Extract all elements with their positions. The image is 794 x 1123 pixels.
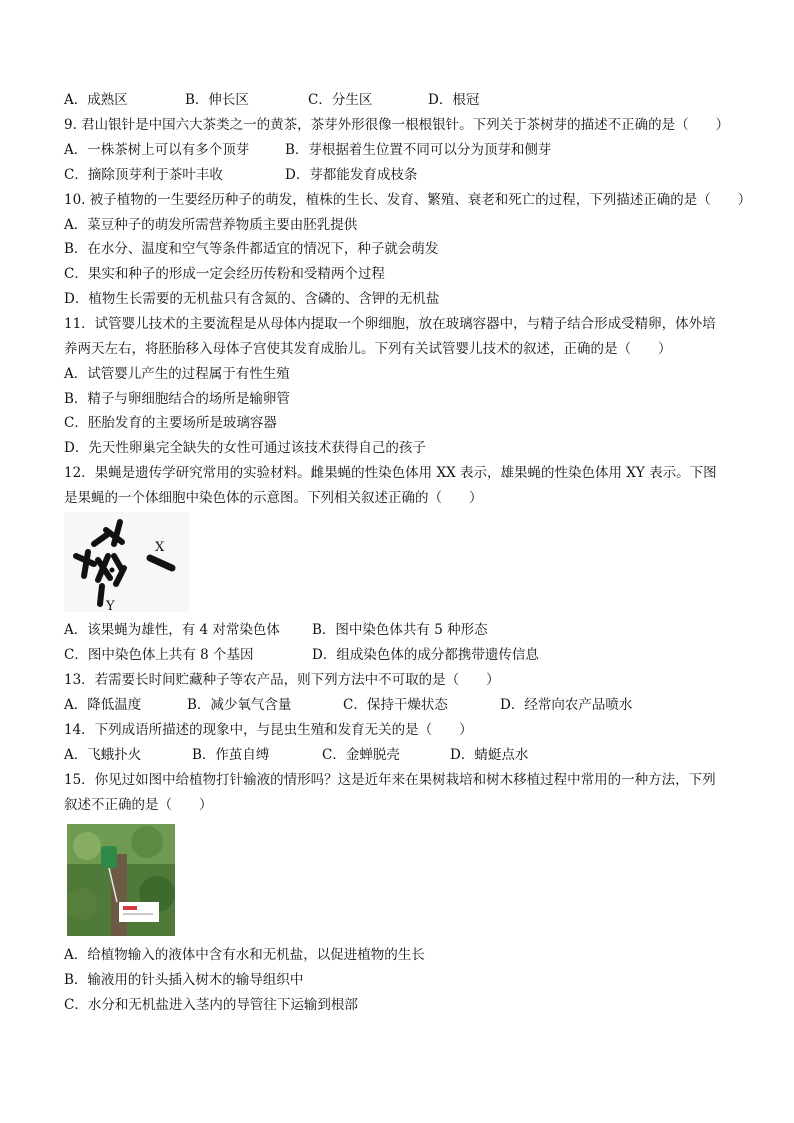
leaf-cluster-2 — [131, 826, 163, 858]
q12-stem-line2: 是果蝇的一个体细胞中染色体的示意图。下列相关叙述正确的（ ） — [64, 490, 483, 506]
q13-option-b: B．减少氧气含量 — [187, 697, 292, 713]
q10-option-d: D．植物生长需要的无机盐只有含氮的、含磷的、含钾的无机盐 — [64, 291, 440, 307]
q13-option-a: A．降低温度 — [64, 697, 142, 713]
q15-stem-line1: 15．你见过如图中给植物打针输液的情形吗？这是近年来在果树栽培和树木移植过程中常用的一种方法，下列 — [64, 772, 716, 788]
tree-tag — [119, 902, 159, 922]
leaf-cluster-1 — [73, 832, 101, 860]
dot-chromosome-2 — [110, 568, 115, 573]
chromosome-5 — [84, 552, 88, 576]
q13-option-d: D．经常向农产品喷水 — [500, 697, 633, 713]
q11-stem-line2: 养两天左右，将胚胎移入母体子宫使其发育成胎儿。下列有关试管婴儿技术的叙述，正确的是（ ） — [64, 341, 672, 357]
q11-option-c: C．胚胎发育的主要场所是玻璃容器 — [64, 415, 277, 431]
q14-option-b: B．作茧自缚 — [192, 747, 270, 763]
q10-option-c: C．果实和种子的形成一定会经历传粉和受精两个过程 — [64, 266, 385, 282]
q15-option-c: C．水分和无机盐进入茎内的导管往下运输到根部 — [64, 997, 358, 1013]
q11-option-b: B．精子与卵细胞结合的场所是输卵管 — [64, 391, 290, 407]
chromosome-figure — [64, 512, 189, 612]
q12-option-d: D．组成染色体的成分都携带遗传信息 — [312, 647, 539, 663]
q9-stem: 9. 君山银针是中国六大茶类之一的黄茶，茶芽外形很像一根根银针。下列关于茶树芽的描述不正确的是（ ） — [64, 117, 730, 133]
chromosome-diagram — [64, 512, 189, 612]
tag-red-mark — [123, 906, 137, 910]
q15-option-a: A．给植物输入的液体中含有水和无机盐，以促进植物的生长 — [64, 947, 425, 963]
q8-option-a: A．成熟区 — [64, 92, 128, 108]
q12-option-a: A．该果蝇为雄性，有 4 对常染色体 — [64, 622, 280, 638]
chromosome-y — [100, 586, 102, 604]
infusion-bag — [101, 846, 117, 868]
q15-option-b: B．输液用的针头插入树木的输导组织中 — [64, 972, 304, 988]
q8-option-c: C．分生区 — [308, 92, 373, 108]
tree-infusion-illustration — [67, 824, 175, 936]
q10-option-b: B．在水分、温度和空气等条件都适宜的情况下，种子就会萌发 — [64, 241, 439, 257]
label-y: Y — [106, 599, 115, 612]
q8-option-b: B．伸长区 — [185, 92, 249, 108]
q12-stem-line1: 12．果蝇是遗传学研究常用的实验材料。雌果蝇的性染色体用 XX 表示，雄果蝇的性染色体用 XY 表示。下图 — [64, 465, 717, 481]
label-x: X — [155, 540, 165, 555]
q9-option-d: D．芽都能发育成枝条 — [285, 167, 418, 183]
q14-option-a: A．飞蛾扑火 — [64, 747, 142, 763]
q13-stem: 13．若需要长时间贮藏种子等农产品，则下列方法中不可取的是（ ） — [64, 672, 500, 688]
q10-option-a: A．菜豆种子的萌发所需营养物质主要由胚乳提供 — [64, 217, 358, 233]
q10-stem: 10. 被子植物的一生要经历种子的萌发，植株的生长、发育、繁殖、衰老和死亡的过程，下列描述正确的是（ ） — [64, 192, 752, 208]
q12-option-b: B．图中染色体共有 5 种形态 — [312, 622, 488, 638]
q11-option-a: A．试管婴儿产生的过程属于有性生殖 — [64, 366, 290, 382]
q13-option-c: C．保持干燥状态 — [343, 697, 448, 713]
q15-stem-line2: 叙述不正确的是（ ） — [64, 797, 213, 813]
tree-infusion-photo — [67, 824, 175, 936]
q12-option-c: C．图中染色体上共有 8 个基因 — [64, 647, 254, 663]
tag-line — [123, 913, 153, 915]
q9-option-a: A．一株茶树上可以有多个顶芽 — [64, 142, 250, 158]
q9-option-c: C．摘除顶芽利于茶叶丰收 — [64, 167, 223, 183]
q9-option-b: B．芽根据着生位置不同可以分为顶芽和侧芽 — [285, 142, 552, 158]
q8-option-d: D．根冠 — [428, 92, 480, 108]
dot-chromosome-1 — [90, 562, 95, 567]
q11-option-d: D．先天性卵巢完全缺失的女性可通过该技术获得自己的孩子 — [64, 440, 426, 456]
q14-stem: 14．下列成语所描述的现象中，与昆虫生殖和发育无关的是（ ） — [64, 722, 473, 738]
q11-stem-line1: 11．试管婴儿技术的主要流程是从母体内提取一个卵细胞，放在玻璃容器中，与精子结合形成受精卵，体外培 — [64, 316, 716, 332]
q14-option-d: D．蜻蜓点水 — [450, 747, 529, 763]
q14-option-c: C．金蝉脱壳 — [322, 747, 400, 763]
